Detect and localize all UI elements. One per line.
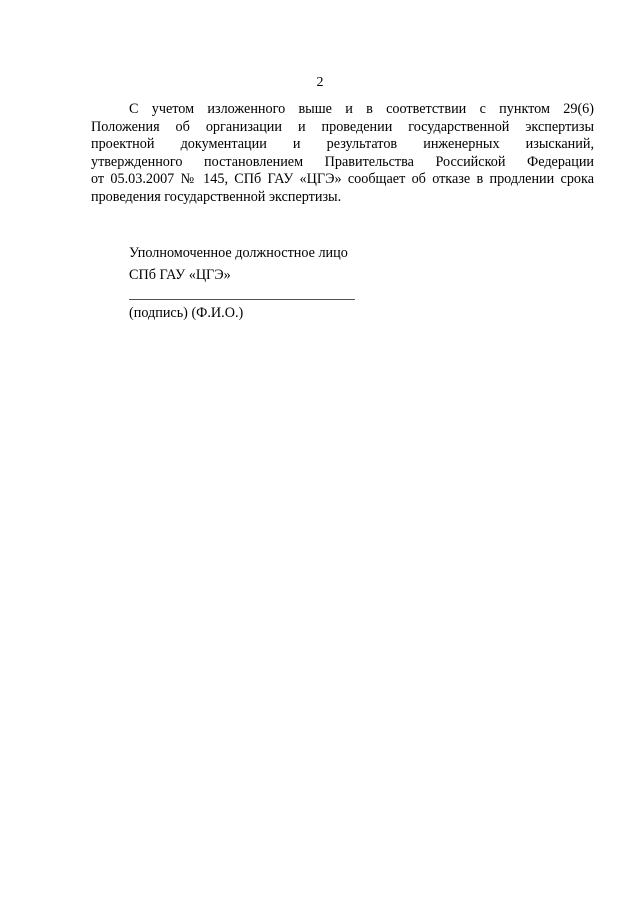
signatory-title: Уполномоченное должностное лицо <box>129 245 348 261</box>
paragraph-line: утвержденного постановлением Правительства Российской Федерации <box>91 153 594 170</box>
signatory-organization: СПб ГАУ «ЦГЭ» <box>129 267 231 283</box>
signatory-block <box>129 242 348 286</box>
page-number: 2 <box>316 75 324 90</box>
paragraph-line: от 05.03.2007 № 145, СПб ГАУ «ЦГЭ» сообщает об отказе в продлении срока <box>91 171 594 188</box>
paragraph-line: Положения об организации и проведении государственной экспертизы <box>91 118 594 135</box>
paragraph-line: С учетом изложенного выше и в соответствии с пунктом 29(6) <box>129 101 594 117</box>
decision-paragraph <box>91 101 594 207</box>
paragraph-line: проведения государственной экспертизы. <box>91 188 342 205</box>
signature-line <box>129 299 355 300</box>
signature-caption: (подпись) (Ф.И.О.) <box>129 305 244 321</box>
paragraph-line: проектной документации и результатов инженерных изысканий, <box>91 136 594 153</box>
